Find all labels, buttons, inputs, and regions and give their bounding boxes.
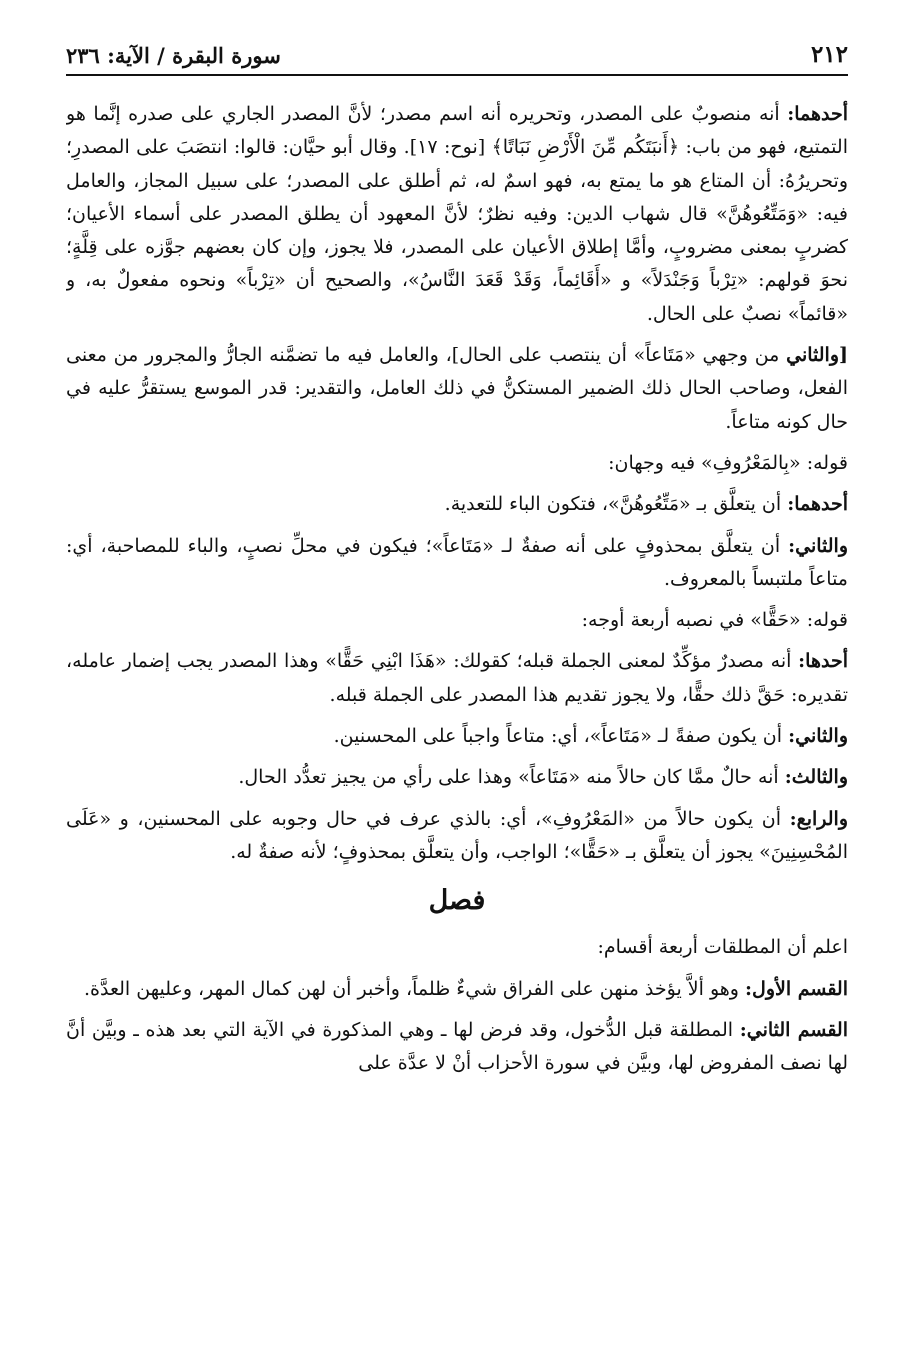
paragraph (66, 720, 848, 753)
paragraph-text: قوله: «بِالمَعْرُوفِ» فيه وجهان: (608, 451, 848, 474)
paragraph (66, 931, 848, 964)
paragraph-text: أنه حالٌ ممَّا كان حالاً منه «مَتَاعاً» وهذا على رأي من يجيز تعدُّد الحال. (238, 766, 785, 789)
paragraph (66, 761, 848, 794)
paragraph-lead: القسم الأول: (745, 977, 848, 1000)
page-number: ٢١٢ (810, 41, 848, 68)
paragraph-lead: والثاني: (788, 725, 848, 748)
page-header (66, 34, 848, 76)
paragraph-lead: القسم الثاني: (739, 1018, 848, 1041)
paragraph (66, 447, 848, 480)
paragraph-text: المطلقة قبل الدُّخول، وقد فرض لها ـ وهي المذكورة في الآية التي بعد هذه ـ وبيَّن أنَّ لها نصف المفروض لها، وبيَّن في سورة الأحزاب أنْ لا عدَّة على (66, 1018, 848, 1075)
paragraph (66, 98, 848, 331)
paragraph-lead: والثالث: (784, 766, 848, 789)
running-title: سورة البقرة / الآية: ٢٣٦ (66, 43, 281, 68)
section-title: فصل (428, 885, 486, 917)
paragraph-text: قوله: «حَقًّا» في نصبه أربعة أوجه: (581, 609, 848, 632)
section-paragraphs (66, 931, 848, 1080)
paragraph (66, 339, 848, 439)
body-text (66, 98, 848, 1348)
paragraph-text: أن يكون حالاً من «المَعْرُوفِ»، أي: بالذي عرف في حال وجوبه على المحسنين، و «عَلَى المُحْسِنِينَ» يجوز أن يتعلَّق بـ «حَقًّا»؛ الواجب، وأن يتعلَّق بمحذوفٍ؛ لأنه صفةٌ له. (66, 807, 848, 863)
paragraph (66, 1014, 848, 1081)
paragraph-text: أنه منصوبٌ على المصدر، وتحريره أنه اسم مصدر؛ لأنَّ المصدر الجاري على صدره إنَّما هو التمتيع، فهو من باب: ﴿أَنبَتَكُم مِّنَ الْأَرْضِ نَبَاتًا﴾ [نوح: ١٧]. وقال أبو حيَّان: قالوا: انتصَبَ على المصدرِ؛ وتحريرُهُ: أن المتاع هو ما يمتع به، فهو اسمٌ له، ثم أطلق على المصدر؛ على سبيل المجاز، والعامل فيه: «وَمَتِّعُوهُنَّ» قال شهاب الدين: وفيه نظرٌ؛ لأنَّ المعهود أن يطلق المصدر على أسماء الأعيان؛ كضربٍ بمعنى مضروبٍ، وأمَّا إطلاق الأعيان على المصدر، فلا يجوز، وإن كان بعضهم جوَّزه على قِلَّةٍ؛ نحوَ قولهم: «تِرْباً وَجَنْدَلاً» و «أَقَائِماً، وَقَدْ قَعَدَ النَّاسُ»، والصحيح أن «تِرْباً» ونحوه مفعولٌ به، و «قائماً» نصبٌ على الحال. (66, 103, 848, 325)
paragraph (66, 530, 848, 597)
paragraph-lead: والثاني: (788, 534, 848, 557)
paragraph-text: اعلم أن المطلقات أربعة أقسام: (597, 936, 848, 959)
paragraph (66, 973, 848, 1006)
paragraph-text: أن يتعلَّق بمحذوفٍ على أنه صفةٌ لـ «مَتَاعاً»؛ فيكون في محلِّ نصبٍ، والباء للمصاحبة، أي: متاعاً ملتبساً بالمعروف. (66, 534, 848, 590)
paragraph (66, 645, 848, 712)
paragraph (66, 488, 848, 521)
paragraph-lead: أحدهما: (787, 493, 848, 516)
paragraph-text: من وجهي «مَتَاعاً» أن ينتصب على الحال]، والعامل فيه ما تضمَّنه الجارُّ والمجرور من معنى الفعل، وصاحب الحال ذلك الضمير المستكنُّ في ذلك العامل، والتقدير: قدر الموسع يستقرُّ عليه في حال كونه متاعاً. (66, 344, 848, 433)
paragraph-lead: أحدها: (798, 650, 848, 673)
paragraph-text: وهو ألاَّ يؤخذ منهن على الفراق شيءٌ ظلماً، وأخبر أن لهن كمال المهر، وعليهن العدَّة. (84, 977, 745, 1000)
paragraph-text: أن يتعلَّق بـ «مَتِّعُوهُنَّ»، فتكون الباء للتعدية. (444, 493, 788, 516)
paragraph-text: أن يكون صفةً لـ «مَتَاعاً»، أي: متاعاً واجباً على المحسنين. (333, 725, 789, 748)
paragraph-lead: والرابع: (789, 807, 848, 830)
paragraph-text: أنه مصدرٌ مؤكِّدٌ لمعنى الجملة قبله؛ كقولك: «هَذَا ابْنِي حَقًّا» وهذا المصدر يجب إضمار عامله، تقديره: حَقَّ ذلك حقًّا، ولا يجوز تقديم هذا المصدر على الجملة قبله. (66, 650, 848, 706)
paragraph-lead: أحدهما: (787, 103, 848, 125)
paragraph (66, 604, 848, 637)
paragraph (66, 803, 848, 870)
paragraph-lead: [والثاني (786, 344, 848, 367)
commentary-paragraphs (66, 98, 848, 869)
